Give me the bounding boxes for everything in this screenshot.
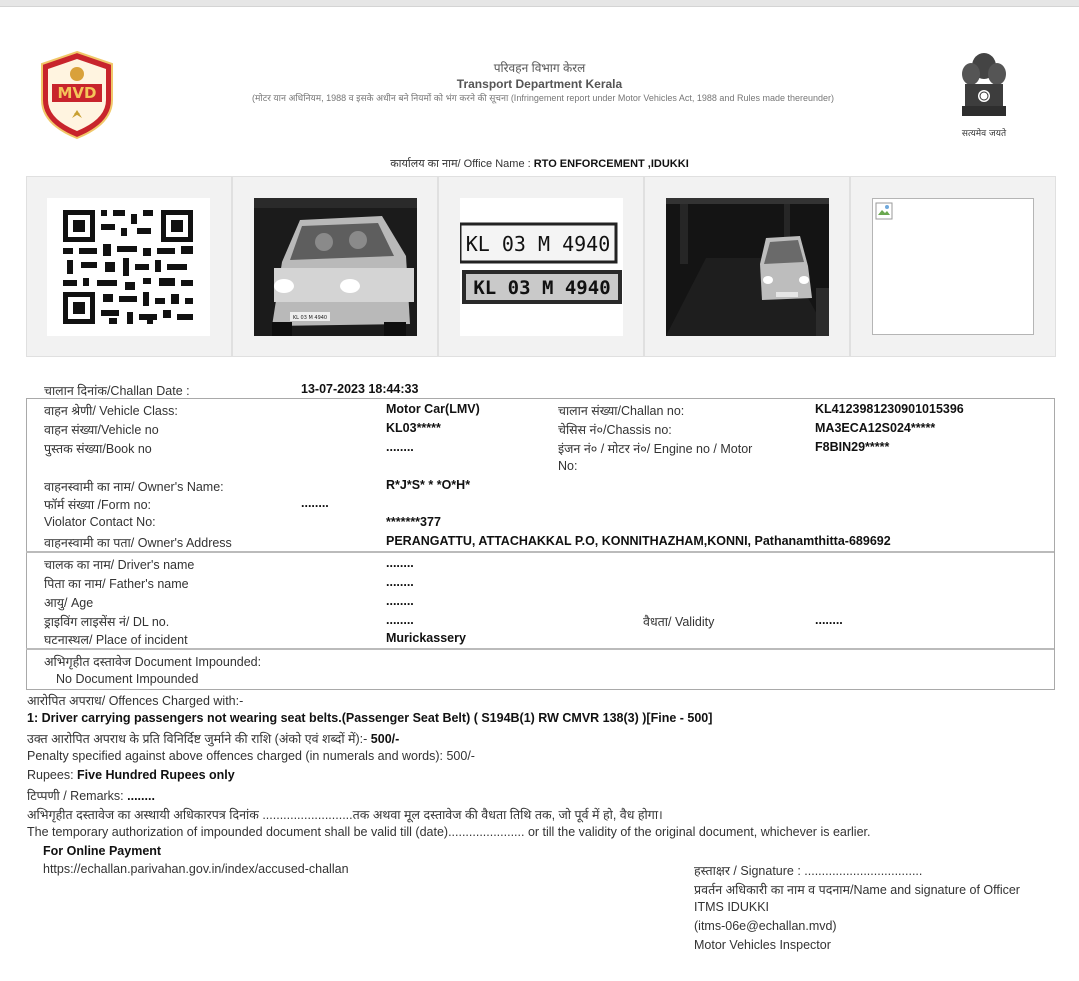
owner-address-label: वाहनस्वामी का पता/ Owner's Address bbox=[44, 536, 232, 550]
book-no-label: पुस्तक संख्या/Book no bbox=[44, 442, 152, 456]
challan-date-value: 13-07-2023 18:44:33 bbox=[301, 382, 419, 396]
chassis-label: चेसिस नं०/Chassis no: bbox=[558, 423, 672, 437]
challan-date-label: चालान दिनांक/Challan Date : bbox=[44, 384, 190, 398]
engine-no-value: F8BIN29***** bbox=[815, 440, 890, 454]
vehicle-no-value: KL03***** bbox=[386, 421, 441, 435]
dl-no-value: ........ bbox=[386, 613, 414, 627]
vehicle-night-photo[interactable] bbox=[666, 198, 829, 336]
temp-auth-en: The temporary authorization of impounded document shall be valid till (date)...................... or till the validity of the original document, whichever is earlier. bbox=[27, 825, 871, 839]
driver-name-label: चालक का नाम/ Driver's name bbox=[44, 558, 195, 572]
challan-no-label: चालान संख्या/Challan no: bbox=[558, 404, 685, 418]
number-plate-cell bbox=[438, 176, 644, 357]
father-name-label: पिता का नाम/ Father's name bbox=[44, 577, 189, 591]
father-name-value: ........ bbox=[386, 575, 414, 589]
svg-text:MVD: MVD bbox=[57, 84, 97, 102]
penalty-en: Penalty specified against above offences charged (in numerals and words): 500/- bbox=[27, 749, 475, 763]
number-plate-image[interactable] bbox=[460, 198, 623, 336]
contact-no-label: Violator Contact No: bbox=[44, 515, 156, 529]
rupees: Rupees: Five Hundred Rupees only bbox=[27, 768, 235, 782]
camera-photo-night-cell bbox=[644, 176, 850, 357]
offences-label: आरोपित अपराध/ Offences Charged with:- bbox=[27, 694, 244, 708]
owner-name-label: वाहनस्वामी का नाम/ Owner's Name: bbox=[44, 480, 224, 494]
owner-address-value: PERANGATTU, ATTACHAKKAL P.O, KONNITHAZHAM,KONNI, Pathanamthitta-689692 bbox=[386, 534, 891, 548]
age-label: आयु/ Age bbox=[44, 596, 94, 610]
age-value: ........ bbox=[386, 594, 414, 608]
office-name: कार्यालय का नाम/ Office Name : RTO ENFORCEMENT ,IDUKKI bbox=[390, 158, 689, 170]
svg-text:सत्यमेव जयते: सत्यमेव जयते bbox=[961, 129, 1007, 139]
vehicle-front-photo[interactable] bbox=[254, 198, 417, 336]
signature-line: हस्ताक्षर / Signature : .................................. bbox=[694, 864, 923, 878]
camera-photo-front-cell bbox=[232, 176, 438, 357]
dl-no-label: ड्राइविंग लाइसेंस नं/ DL no. bbox=[44, 615, 170, 629]
officer-unit: ITMS IDUKKI bbox=[694, 900, 770, 914]
header-title: Transport Department Kerala bbox=[456, 77, 623, 91]
temp-auth-hindi: अभिगृहीत दस्तावेज का अस्थायी अधिकारपत्र दिनांक ..........................तक अथवा मूल दस्तावेज की वैधता तिथि तक, जो पूर्व में हो, वैध होगा। bbox=[27, 808, 663, 822]
driver-name-value: ........ bbox=[386, 556, 414, 570]
officer-designation: Motor Vehicles Inspector bbox=[694, 938, 831, 952]
offence-item: 1: Driver carrying passengers not wearing seat belts.(Passenger Seat Belt) ( S194B(1) RW CMVR 138(3) )[Fine - 500] bbox=[27, 711, 713, 725]
impound-value: No Document Impounded bbox=[56, 672, 199, 686]
divider bbox=[26, 398, 1054, 399]
header-subtitle: (मोटर यान अधिनियम, 1988 व इसके अधीन बने नियमों को भंग करने की सूचना (Infringement report under Motor Vehicles Act, 1988 and Rules made thereunder) bbox=[252, 93, 834, 103]
divider bbox=[26, 689, 1055, 690]
table-left-border bbox=[26, 398, 27, 689]
broken-image-icon bbox=[875, 202, 893, 220]
contact-no-value: *******377 bbox=[386, 515, 441, 529]
challan-no-value: KL4123981230901015396 bbox=[815, 402, 964, 416]
validity-value: ........ bbox=[815, 613, 843, 627]
validity-label: वैधता/ Validity bbox=[643, 615, 715, 629]
online-payment-label: For Online Payment bbox=[43, 844, 162, 858]
engine-no-label-cont: No: bbox=[558, 459, 578, 473]
divider bbox=[26, 551, 1054, 553]
svg-text:KL 03 M 4940: KL 03 M 4940 bbox=[473, 277, 611, 299]
divider bbox=[26, 648, 1054, 650]
form-no-value: ........ bbox=[301, 496, 329, 510]
qr-code-cell bbox=[26, 176, 232, 357]
remarks: टिप्पणी / Remarks: ........ bbox=[27, 789, 155, 803]
broken-image bbox=[872, 198, 1034, 335]
header-title-hindi: परिवहन विभाग केरल bbox=[493, 61, 586, 75]
penalty-hindi: उक्त आरोपित अपराध के प्रति विनिर्दिष्ट जुर्माने की राशि (अंको एवं शब्दों में):- 500/- bbox=[27, 732, 400, 746]
svg-text:KL 03 M 4940: KL 03 M 4940 bbox=[292, 315, 328, 321]
table-right-border bbox=[1054, 398, 1055, 689]
vehicle-class-value: Motor Car(LMV) bbox=[386, 402, 480, 416]
vehicle-no-label: वाहन संख्या/Vehicle no bbox=[44, 423, 159, 437]
officer-email: (itms-06e@echallan.mvd) bbox=[694, 919, 837, 933]
form-no-label: फॉर्म संख्या /Form no: bbox=[44, 498, 152, 512]
place-label: घटनास्थल/ Place of incident bbox=[44, 633, 188, 647]
engine-no-label: इंजन नं० / मोटर नं०/ Engine no / Motor bbox=[558, 442, 753, 456]
owner-name-value: R*J*S* * *O*H* bbox=[386, 478, 471, 492]
national-emblem bbox=[955, 48, 1013, 140]
image-cell-5 bbox=[850, 176, 1056, 357]
svg-text:KL 03 M 4940: KL 03 M 4940 bbox=[465, 232, 611, 256]
payment-link[interactable]: https://echallan.parivahan.gov.in/index/accused-challan bbox=[43, 862, 349, 876]
chassis-value: MA3ECA12S024***** bbox=[815, 421, 936, 435]
top-bar bbox=[0, 0, 1079, 7]
book-no-value: ........ bbox=[386, 440, 414, 454]
place-value: Murickassery bbox=[386, 631, 466, 645]
vehicle-class-label: वाहन श्रेणी/ Vehicle Class: bbox=[44, 404, 178, 418]
officer-label: प्रवर्तन अधिकारी का नाम व पदनाम/Name and signature of Officer bbox=[694, 883, 1020, 897]
impound-label: अभिगृहीत दस्तावेज Document Impounded: bbox=[44, 655, 262, 669]
qr-code[interactable] bbox=[47, 198, 210, 336]
